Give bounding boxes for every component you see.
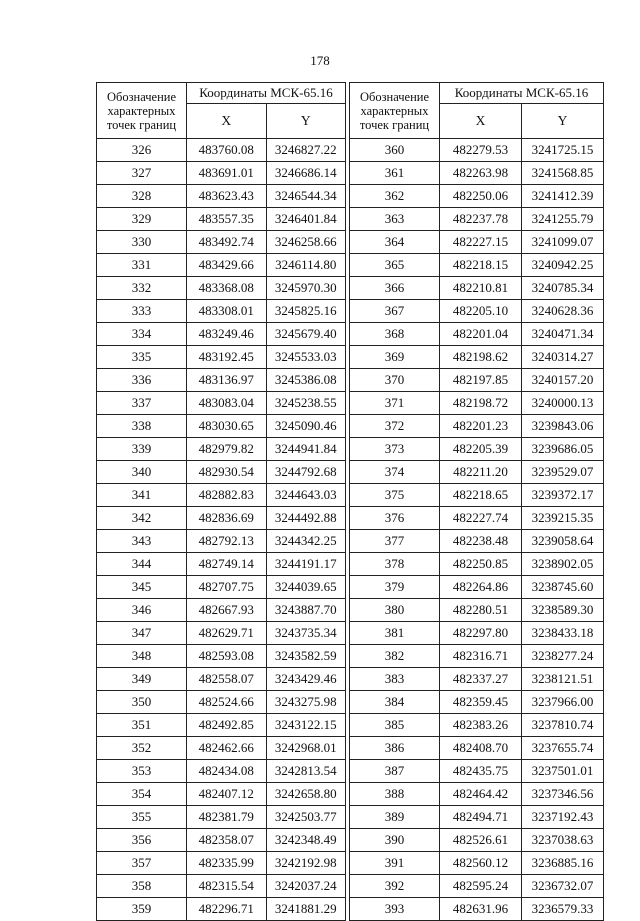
x-coordinate-cell: 482593.08 bbox=[187, 645, 267, 668]
point-number-cell: 371 bbox=[350, 392, 440, 415]
y-coordinate-cell: 3241255.79 bbox=[522, 208, 604, 231]
point-number-cell: 337 bbox=[97, 392, 187, 415]
point-number-cell: 332 bbox=[97, 277, 187, 300]
point-number-cell: 393 bbox=[350, 898, 440, 921]
y-coordinate-cell: 3237655.74 bbox=[522, 737, 604, 760]
table-row bbox=[350, 553, 604, 576]
y-coordinate-cell: 3245970.30 bbox=[266, 277, 346, 300]
point-number-cell: 349 bbox=[97, 668, 187, 691]
table-row bbox=[350, 300, 604, 323]
x-coordinate-cell: 482792.13 bbox=[187, 530, 267, 553]
point-number-cell: 361 bbox=[350, 162, 440, 185]
table-row bbox=[97, 691, 346, 714]
point-number-cell: 356 bbox=[97, 829, 187, 852]
x-coordinate-cell: 482749.14 bbox=[187, 553, 267, 576]
point-label-line: точек границ bbox=[106, 117, 177, 132]
table-row bbox=[350, 438, 604, 461]
y-coordinate-cell: 3244941.84 bbox=[266, 438, 346, 461]
point-number-cell: 351 bbox=[97, 714, 187, 737]
point-number-cell: 390 bbox=[350, 829, 440, 852]
point-number-cell: 344 bbox=[97, 553, 187, 576]
x-coordinate-cell: 483249.46 bbox=[187, 323, 267, 346]
y-coordinate-cell: 3242503.77 bbox=[266, 806, 346, 829]
x-coordinate-cell: 482210.81 bbox=[440, 277, 522, 300]
y-coordinate-cell: 3239843.06 bbox=[522, 415, 604, 438]
point-number-cell: 330 bbox=[97, 231, 187, 254]
x-coordinate-cell: 482882.83 bbox=[187, 484, 267, 507]
table-row bbox=[350, 415, 604, 438]
x-coordinate-cell: 482296.71 bbox=[187, 898, 267, 921]
table-row bbox=[97, 415, 346, 438]
x-coordinate-cell: 483368.08 bbox=[187, 277, 267, 300]
y-coordinate-cell: 3240785.34 bbox=[522, 277, 604, 300]
table-row bbox=[350, 208, 604, 231]
y-coordinate-cell: 3243275.98 bbox=[266, 691, 346, 714]
table-row bbox=[97, 668, 346, 691]
point-number-cell: 365 bbox=[350, 254, 440, 277]
x-coordinate-cell: 482205.39 bbox=[440, 438, 522, 461]
point-number-cell: 385 bbox=[350, 714, 440, 737]
x-coordinate-cell: 482237.78 bbox=[440, 208, 522, 231]
point-number-cell: 358 bbox=[97, 875, 187, 898]
point-number-cell: 367 bbox=[350, 300, 440, 323]
y-coordinate-cell: 3239529.07 bbox=[522, 461, 604, 484]
point-number-cell: 378 bbox=[350, 553, 440, 576]
y-coordinate-cell: 3240628.36 bbox=[522, 300, 604, 323]
point-number-cell: 376 bbox=[350, 507, 440, 530]
x-coordinate-cell: 482198.62 bbox=[440, 346, 522, 369]
point-number-cell: 388 bbox=[350, 783, 440, 806]
point-number-cell: 328 bbox=[97, 185, 187, 208]
y-coordinate-cell: 3238121.51 bbox=[522, 668, 604, 691]
y-coordinate-cell: 3244792.68 bbox=[266, 461, 346, 484]
point-number-cell: 384 bbox=[350, 691, 440, 714]
table-row bbox=[97, 622, 346, 645]
x-coordinate-cell: 482201.04 bbox=[440, 323, 522, 346]
point-designation-header bbox=[350, 83, 440, 139]
point-number-cell: 377 bbox=[350, 530, 440, 553]
x-coordinate-cell: 482464.42 bbox=[440, 783, 522, 806]
x-coordinate-cell: 483760.08 bbox=[187, 139, 267, 162]
point-designation-header bbox=[97, 83, 187, 139]
table-body bbox=[350, 139, 604, 921]
table-row bbox=[97, 300, 346, 323]
x-coordinate-cell: 482250.06 bbox=[440, 185, 522, 208]
table-row bbox=[97, 714, 346, 737]
y-coordinate-cell: 3237038.63 bbox=[522, 829, 604, 852]
y-coordinate-cell: 3245238.55 bbox=[266, 392, 346, 415]
y-coordinate-cell: 3246544.34 bbox=[266, 185, 346, 208]
x-coordinate-cell: 482526.61 bbox=[440, 829, 522, 852]
point-number-cell: 375 bbox=[350, 484, 440, 507]
table-row bbox=[97, 783, 346, 806]
point-number-cell: 342 bbox=[97, 507, 187, 530]
table-row bbox=[350, 898, 604, 921]
y-coordinate-cell: 3240000.13 bbox=[522, 392, 604, 415]
table-row bbox=[97, 829, 346, 852]
x-coordinate-cell: 482930.54 bbox=[187, 461, 267, 484]
x-coordinate-cell: 482238.48 bbox=[440, 530, 522, 553]
x-coordinate-cell: 482218.65 bbox=[440, 484, 522, 507]
table-row bbox=[350, 254, 604, 277]
point-number-cell: 364 bbox=[350, 231, 440, 254]
table-row bbox=[350, 875, 604, 898]
table-row bbox=[97, 323, 346, 346]
x-coordinate-cell: 483557.35 bbox=[187, 208, 267, 231]
y-coordinate-cell: 3244643.03 bbox=[266, 484, 346, 507]
x-coordinate-cell: 483192.45 bbox=[187, 346, 267, 369]
x-coordinate-cell: 482462.66 bbox=[187, 737, 267, 760]
point-number-cell: 391 bbox=[350, 852, 440, 875]
y-coordinate-cell: 3242968.01 bbox=[266, 737, 346, 760]
point-number-cell: 389 bbox=[350, 806, 440, 829]
table-row bbox=[97, 208, 346, 231]
point-number-cell: 379 bbox=[350, 576, 440, 599]
point-number-cell: 350 bbox=[97, 691, 187, 714]
x-coordinate-cell: 482337.27 bbox=[440, 668, 522, 691]
point-number-cell: 374 bbox=[350, 461, 440, 484]
table-row bbox=[97, 852, 346, 875]
coordinates-header: Координаты МСК-65.16 bbox=[440, 83, 604, 104]
coordinates-table-right bbox=[349, 82, 604, 921]
y-coordinate-cell: 3246114.80 bbox=[266, 254, 346, 277]
x-coordinate-cell: 482595.24 bbox=[440, 875, 522, 898]
x-coordinate-cell: 482359.45 bbox=[440, 691, 522, 714]
point-number-cell: 331 bbox=[97, 254, 187, 277]
x-coordinate-cell: 482629.71 bbox=[187, 622, 267, 645]
table-row bbox=[350, 668, 604, 691]
x-coordinate-cell: 483691.01 bbox=[187, 162, 267, 185]
x-coordinate-cell: 482381.79 bbox=[187, 806, 267, 829]
x-coordinate-cell: 482383.26 bbox=[440, 714, 522, 737]
y-coordinate-cell: 3239686.05 bbox=[522, 438, 604, 461]
table-row bbox=[350, 829, 604, 852]
y-coordinate-cell: 3245825.16 bbox=[266, 300, 346, 323]
table-row bbox=[97, 231, 346, 254]
y-coordinate-cell: 3242037.24 bbox=[266, 875, 346, 898]
x-coordinate-cell: 482560.12 bbox=[440, 852, 522, 875]
y-coordinate-cell: 3243735.34 bbox=[266, 622, 346, 645]
point-number-cell: 339 bbox=[97, 438, 187, 461]
point-number-cell: 383 bbox=[350, 668, 440, 691]
y-coordinate-cell: 3241412.39 bbox=[522, 185, 604, 208]
x-coordinate-cell: 482667.93 bbox=[187, 599, 267, 622]
table-row bbox=[350, 852, 604, 875]
x-column-header: X bbox=[187, 104, 267, 139]
x-coordinate-cell: 482358.07 bbox=[187, 829, 267, 852]
point-number-cell: 355 bbox=[97, 806, 187, 829]
y-coordinate-cell: 3243122.15 bbox=[266, 714, 346, 737]
point-number-cell: 352 bbox=[97, 737, 187, 760]
x-column-header: X bbox=[440, 104, 522, 139]
table-row bbox=[350, 599, 604, 622]
point-number-cell: 336 bbox=[97, 369, 187, 392]
y-coordinate-cell: 3243429.46 bbox=[266, 668, 346, 691]
y-coordinate-cell: 3236579.33 bbox=[522, 898, 604, 921]
y-coordinate-cell: 3240314.27 bbox=[522, 346, 604, 369]
table-row bbox=[350, 162, 604, 185]
x-coordinate-cell: 482279.53 bbox=[440, 139, 522, 162]
table-row bbox=[350, 691, 604, 714]
point-number-cell: 360 bbox=[350, 139, 440, 162]
y-coordinate-cell: 3238277.24 bbox=[522, 645, 604, 668]
table-row bbox=[97, 645, 346, 668]
y-coordinate-cell: 3245679.40 bbox=[266, 323, 346, 346]
x-coordinate-cell: 482979.82 bbox=[187, 438, 267, 461]
x-coordinate-cell: 482631.96 bbox=[440, 898, 522, 921]
point-number-cell: 370 bbox=[350, 369, 440, 392]
point-number-cell: 348 bbox=[97, 645, 187, 668]
x-coordinate-cell: 482263.98 bbox=[440, 162, 522, 185]
point-number-cell: 354 bbox=[97, 783, 187, 806]
table-row bbox=[350, 737, 604, 760]
x-coordinate-cell: 483492.74 bbox=[187, 231, 267, 254]
x-coordinate-cell: 482707.75 bbox=[187, 576, 267, 599]
y-coordinate-cell: 3241099.07 bbox=[522, 231, 604, 254]
y-coordinate-cell: 3241568.85 bbox=[522, 162, 604, 185]
table-row bbox=[350, 484, 604, 507]
point-label-line: Обозначение bbox=[106, 89, 177, 104]
point-number-cell: 338 bbox=[97, 415, 187, 438]
x-coordinate-cell: 482197.85 bbox=[440, 369, 522, 392]
y-coordinate-cell: 3243582.59 bbox=[266, 645, 346, 668]
point-label-line: характерных bbox=[107, 103, 176, 118]
point-number-cell: 368 bbox=[350, 323, 440, 346]
point-number-cell: 329 bbox=[97, 208, 187, 231]
x-coordinate-cell: 482494.71 bbox=[440, 806, 522, 829]
table-row bbox=[97, 369, 346, 392]
y-coordinate-cell: 3244039.65 bbox=[266, 576, 346, 599]
y-coordinate-cell: 3238589.30 bbox=[522, 599, 604, 622]
x-coordinate-cell: 482407.12 bbox=[187, 783, 267, 806]
table-row bbox=[97, 737, 346, 760]
point-number-cell: 386 bbox=[350, 737, 440, 760]
table-row bbox=[350, 461, 604, 484]
y-coordinate-cell: 3238433.18 bbox=[522, 622, 604, 645]
y-coordinate-cell: 3241725.15 bbox=[522, 139, 604, 162]
x-coordinate-cell: 482492.85 bbox=[187, 714, 267, 737]
y-coordinate-cell: 3240471.34 bbox=[522, 323, 604, 346]
point-number-cell: 347 bbox=[97, 622, 187, 645]
x-coordinate-cell: 482836.69 bbox=[187, 507, 267, 530]
point-number-cell: 363 bbox=[350, 208, 440, 231]
point-number-cell: 341 bbox=[97, 484, 187, 507]
x-coordinate-cell: 482227.74 bbox=[440, 507, 522, 530]
y-coordinate-cell: 3244492.88 bbox=[266, 507, 346, 530]
y-coordinate-cell: 3239372.17 bbox=[522, 484, 604, 507]
y-coordinate-cell: 3236885.16 bbox=[522, 852, 604, 875]
table-row bbox=[97, 507, 346, 530]
point-number-cell: 381 bbox=[350, 622, 440, 645]
y-coordinate-cell: 3244191.17 bbox=[266, 553, 346, 576]
table-row bbox=[350, 369, 604, 392]
y-coordinate-cell: 3237810.74 bbox=[522, 714, 604, 737]
y-coordinate-cell: 3246827.22 bbox=[266, 139, 346, 162]
table-row bbox=[97, 438, 346, 461]
table-row bbox=[97, 576, 346, 599]
point-label-line: Обозначение bbox=[359, 89, 430, 104]
point-number-cell: 340 bbox=[97, 461, 187, 484]
table-row bbox=[97, 760, 346, 783]
table-row bbox=[350, 346, 604, 369]
coordinates-header: Координаты МСК-65.16 bbox=[187, 83, 346, 104]
table-row bbox=[350, 760, 604, 783]
y-coordinate-cell: 3245533.03 bbox=[266, 346, 346, 369]
y-column-header: Y bbox=[266, 104, 346, 139]
x-coordinate-cell: 483030.65 bbox=[187, 415, 267, 438]
x-coordinate-cell: 482558.07 bbox=[187, 668, 267, 691]
point-label-line: характерных bbox=[360, 103, 429, 118]
table-row bbox=[350, 507, 604, 530]
y-coordinate-cell: 3241881.29 bbox=[266, 898, 346, 921]
y-coordinate-cell: 3245386.08 bbox=[266, 369, 346, 392]
table-row bbox=[97, 392, 346, 415]
table-row bbox=[97, 553, 346, 576]
point-number-cell: 359 bbox=[97, 898, 187, 921]
y-coordinate-cell: 3242192.98 bbox=[266, 852, 346, 875]
y-coordinate-cell: 3238745.60 bbox=[522, 576, 604, 599]
table-row bbox=[97, 806, 346, 829]
x-coordinate-cell: 482335.99 bbox=[187, 852, 267, 875]
y-coordinate-cell: 3239058.64 bbox=[522, 530, 604, 553]
point-number-cell: 372 bbox=[350, 415, 440, 438]
table-row bbox=[350, 530, 604, 553]
x-coordinate-cell: 482297.80 bbox=[440, 622, 522, 645]
table-row bbox=[97, 530, 346, 553]
table-row bbox=[97, 139, 346, 162]
x-coordinate-cell: 483308.01 bbox=[187, 300, 267, 323]
x-coordinate-cell: 482280.51 bbox=[440, 599, 522, 622]
x-coordinate-cell: 482227.15 bbox=[440, 231, 522, 254]
point-number-cell: 327 bbox=[97, 162, 187, 185]
table-row bbox=[97, 875, 346, 898]
x-coordinate-cell: 483429.66 bbox=[187, 254, 267, 277]
table-row bbox=[97, 898, 346, 921]
y-coordinate-cell: 3246401.84 bbox=[266, 208, 346, 231]
x-coordinate-cell: 482315.54 bbox=[187, 875, 267, 898]
x-coordinate-cell: 483083.04 bbox=[187, 392, 267, 415]
table-row bbox=[97, 599, 346, 622]
point-number-cell: 392 bbox=[350, 875, 440, 898]
y-coordinate-cell: 3240942.25 bbox=[522, 254, 604, 277]
y-coordinate-cell: 3246258.66 bbox=[266, 231, 346, 254]
point-number-cell: 345 bbox=[97, 576, 187, 599]
x-coordinate-cell: 482250.85 bbox=[440, 553, 522, 576]
y-column-header: Y bbox=[522, 104, 604, 139]
y-coordinate-cell: 3244342.25 bbox=[266, 530, 346, 553]
point-number-cell: 366 bbox=[350, 277, 440, 300]
y-coordinate-cell: 3237192.43 bbox=[522, 806, 604, 829]
x-coordinate-cell: 482408.70 bbox=[440, 737, 522, 760]
table-row bbox=[97, 254, 346, 277]
table-row bbox=[350, 622, 604, 645]
table-row bbox=[350, 185, 604, 208]
x-coordinate-cell: 483136.97 bbox=[187, 369, 267, 392]
point-number-cell: 362 bbox=[350, 185, 440, 208]
x-coordinate-cell: 482198.72 bbox=[440, 392, 522, 415]
table-row bbox=[97, 346, 346, 369]
point-number-cell: 335 bbox=[97, 346, 187, 369]
x-coordinate-cell: 482435.75 bbox=[440, 760, 522, 783]
table-row bbox=[97, 484, 346, 507]
page-number: 178 bbox=[310, 53, 330, 68]
table-row bbox=[350, 323, 604, 346]
table-row bbox=[350, 277, 604, 300]
y-coordinate-cell: 3237966.00 bbox=[522, 691, 604, 714]
table-row bbox=[97, 162, 346, 185]
table-row bbox=[350, 645, 604, 668]
table-row bbox=[350, 714, 604, 737]
y-coordinate-cell: 3237501.01 bbox=[522, 760, 604, 783]
table-row bbox=[350, 392, 604, 415]
y-coordinate-cell: 3238902.05 bbox=[522, 553, 604, 576]
y-coordinate-cell: 3242813.54 bbox=[266, 760, 346, 783]
y-coordinate-cell: 3246686.14 bbox=[266, 162, 346, 185]
table-body bbox=[97, 139, 346, 921]
point-number-cell: 343 bbox=[97, 530, 187, 553]
table-row bbox=[350, 576, 604, 599]
x-coordinate-cell: 482218.15 bbox=[440, 254, 522, 277]
point-number-cell: 380 bbox=[350, 599, 440, 622]
point-number-cell: 333 bbox=[97, 300, 187, 323]
y-coordinate-cell: 3242658.80 bbox=[266, 783, 346, 806]
x-coordinate-cell: 482211.20 bbox=[440, 461, 522, 484]
point-number-cell: 346 bbox=[97, 599, 187, 622]
y-coordinate-cell: 3239215.35 bbox=[522, 507, 604, 530]
x-coordinate-cell: 482434.08 bbox=[187, 760, 267, 783]
x-coordinate-cell: 483623.43 bbox=[187, 185, 267, 208]
table-row bbox=[350, 783, 604, 806]
point-number-cell: 382 bbox=[350, 645, 440, 668]
point-label-line: точек границ bbox=[359, 117, 430, 132]
y-coordinate-cell: 3237346.56 bbox=[522, 783, 604, 806]
point-number-cell: 387 bbox=[350, 760, 440, 783]
x-coordinate-cell: 482264.86 bbox=[440, 576, 522, 599]
x-coordinate-cell: 482524.66 bbox=[187, 691, 267, 714]
table-row bbox=[97, 461, 346, 484]
y-coordinate-cell: 3242348.49 bbox=[266, 829, 346, 852]
x-coordinate-cell: 482201.23 bbox=[440, 415, 522, 438]
table-row bbox=[97, 277, 346, 300]
point-number-cell: 357 bbox=[97, 852, 187, 875]
x-coordinate-cell: 482316.71 bbox=[440, 645, 522, 668]
table-row bbox=[97, 185, 346, 208]
coordinates-table-left bbox=[96, 82, 346, 921]
table-row bbox=[350, 139, 604, 162]
y-coordinate-cell: 3245090.46 bbox=[266, 415, 346, 438]
table-row bbox=[350, 231, 604, 254]
point-number-cell: 326 bbox=[97, 139, 187, 162]
y-coordinate-cell: 3243887.70 bbox=[266, 599, 346, 622]
x-coordinate-cell: 482205.10 bbox=[440, 300, 522, 323]
y-coordinate-cell: 3236732.07 bbox=[522, 875, 604, 898]
table-row bbox=[350, 806, 604, 829]
point-number-cell: 353 bbox=[97, 760, 187, 783]
point-number-cell: 369 bbox=[350, 346, 440, 369]
y-coordinate-cell: 3240157.20 bbox=[522, 369, 604, 392]
point-number-cell: 334 bbox=[97, 323, 187, 346]
point-number-cell: 373 bbox=[350, 438, 440, 461]
